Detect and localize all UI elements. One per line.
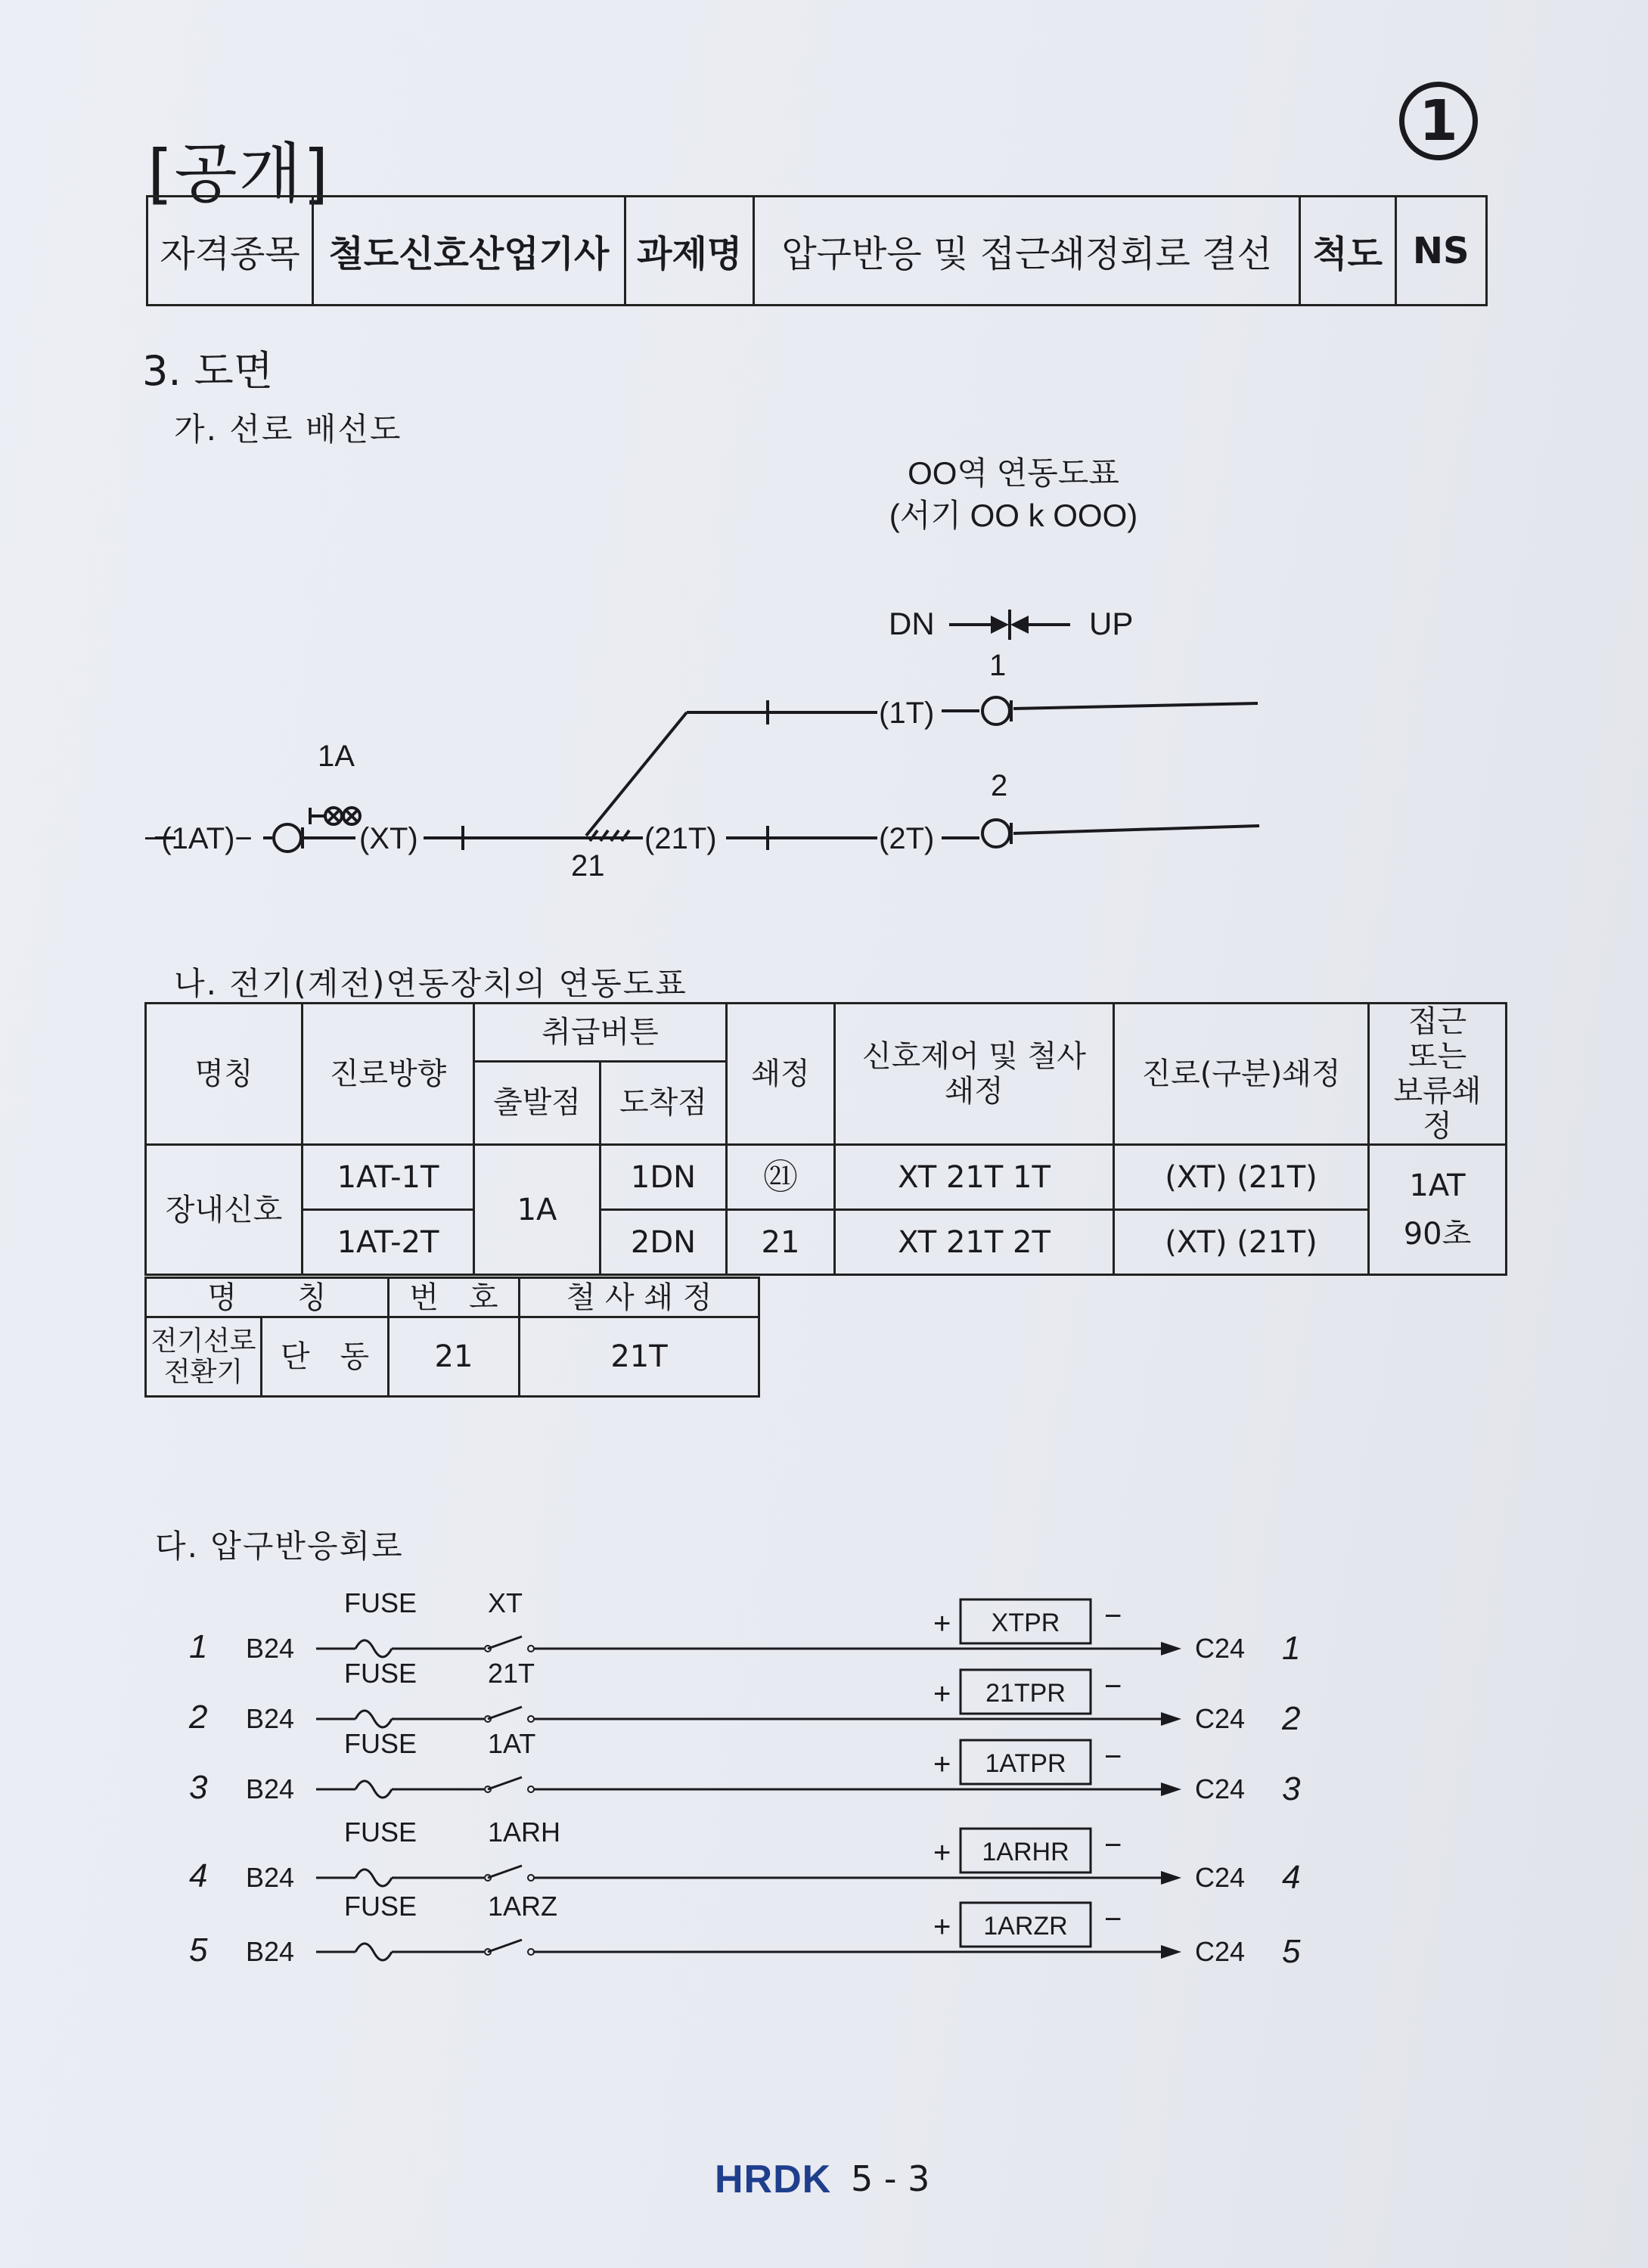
switch-label-21: 21 — [571, 849, 605, 883]
th-switch-lock: 철 사 쇄 정 — [520, 1278, 759, 1317]
cell-route-lock: (XT) (21T) — [1114, 1210, 1369, 1275]
source-b24: B24 — [246, 1773, 295, 1804]
fuse-label: FUSE — [344, 1587, 417, 1618]
row-number: 5 — [189, 1931, 208, 1969]
row-number-right: 1 — [1282, 1630, 1301, 1667]
table-row — [146, 1210, 1507, 1275]
contact-blade — [488, 1866, 522, 1878]
source-b24: B24 — [246, 1703, 295, 1734]
row-number: 2 — [189, 1699, 208, 1736]
th-start: 출발점 — [474, 1061, 601, 1144]
track-label-1at: −(1AT)− — [144, 822, 253, 855]
hrdk-logo: HRDK — [715, 2158, 832, 2201]
minus-mark: − — [1104, 1599, 1122, 1633]
switch-name-line1: 전기선로 — [151, 1325, 256, 1357]
cell-group-name: 장내신호 — [146, 1145, 303, 1275]
row-number-right: 2 — [1282, 1700, 1301, 1737]
switch-table — [144, 1277, 760, 1398]
th-route-lock: 진로(구분)쇄정 — [1114, 1004, 1369, 1145]
contact-label: 1AT — [488, 1728, 536, 1759]
cell-lock: 21 — [727, 1210, 835, 1275]
source-b24: B24 — [246, 1633, 295, 1664]
dest-c24: C24 — [1195, 1773, 1246, 1804]
contact-label: 1ARH — [488, 1817, 561, 1848]
row-number: 3 — [189, 1769, 208, 1806]
contact-label: XT — [488, 1587, 523, 1618]
page-number: 5 - 3 — [851, 2158, 930, 2199]
cell-signal-lock: XT 21T 1T — [835, 1145, 1114, 1210]
signal-label-2: 2 — [991, 769, 1008, 802]
approach-time: 90초 — [1403, 1216, 1472, 1252]
arrow-head — [1161, 1871, 1181, 1885]
disclosure-mark: [공개] — [147, 136, 331, 212]
page-circle-number: 1 — [1399, 82, 1478, 160]
th-button: 취급버튼 — [474, 1004, 727, 1062]
contact-label: 1ARZ — [488, 1891, 558, 1922]
minus-mark: − — [1104, 1903, 1122, 1936]
arrow-head — [1161, 1945, 1181, 1959]
fuse-symbol — [355, 1781, 392, 1798]
switch-name-line2: 전환기 — [163, 1357, 244, 1388]
direction-up: UP — [1089, 606, 1134, 641]
direction-dn: DN — [889, 606, 935, 641]
row-number: 4 — [189, 1857, 208, 1894]
relay-label: 21TPR — [985, 1679, 1066, 1708]
th-lock: 쇄정 — [727, 1004, 835, 1145]
relay-label: 1ATPR — [985, 1749, 1066, 1778]
plus-mark: + — [933, 1748, 951, 1781]
header-value-task: 압구반응 및 접근쇄정회로 결선 — [754, 197, 1300, 306]
minus-mark: − — [1104, 1829, 1122, 1862]
header-value-scale: NS — [1395, 197, 1487, 306]
th-approach-lock: 접근 또는 보류쇄정 — [1369, 1004, 1507, 1145]
fuse-label: FUSE — [344, 1817, 417, 1848]
cell-switch-kind: 단 동 — [262, 1317, 389, 1397]
cell-lock: ㉑ — [727, 1145, 835, 1210]
arrow-head — [1161, 1642, 1181, 1655]
cell-route: 1AT-1T — [303, 1145, 474, 1210]
dest-c24: C24 — [1195, 1862, 1246, 1893]
row-number: 1 — [189, 1628, 208, 1665]
cell-switch-name — [146, 1317, 262, 1397]
cell-route-lock: (XT) (21T) — [1114, 1145, 1369, 1210]
table-row — [146, 1145, 1507, 1210]
signal-label-1: 1 — [989, 649, 1007, 682]
contact-blade — [488, 1940, 522, 1952]
track-layout-diagram — [0, 439, 1648, 892]
row-number-right: 5 — [1282, 1933, 1301, 1970]
fuse-symbol — [355, 1711, 392, 1727]
circuit-subtitle: 다. 압구반응회로 — [155, 1528, 404, 1565]
th-name: 명칭 — [146, 1004, 303, 1145]
header-label-scale: 척도 — [1299, 197, 1395, 306]
th-end: 도착점 — [601, 1061, 727, 1144]
row-number-right: 4 — [1282, 1859, 1301, 1896]
fuse-symbol — [355, 1640, 392, 1657]
th-switch-number: 번 호 — [389, 1278, 520, 1317]
contact-blade — [488, 1777, 522, 1789]
minus-mark: − — [1104, 1670, 1122, 1703]
plus-mark: + — [933, 1910, 951, 1944]
cell-route: 1AT-2T — [303, 1210, 474, 1275]
relay-circuit-diagram — [0, 1573, 1648, 2027]
header-label-task: 과제명 — [625, 197, 753, 306]
plus-mark: + — [933, 1836, 951, 1869]
track-label-2t: (2T) — [879, 822, 935, 855]
interlock-table — [144, 1002, 1507, 1276]
fuse-label: FUSE — [344, 1728, 417, 1759]
header-table — [146, 195, 1488, 306]
contact-label: 21T — [488, 1658, 535, 1689]
contact-terminal — [528, 1949, 534, 1955]
line-diagram-subtitle: 가. 선로 배선도 — [174, 411, 402, 448]
fuse-symbol — [355, 1944, 392, 1960]
table-row — [146, 1317, 759, 1397]
cell-approach — [1369, 1145, 1507, 1275]
dest-c24: C24 — [1195, 1633, 1246, 1664]
section-title: 3. 도면 — [142, 347, 274, 395]
th-route: 진로방향 — [303, 1004, 474, 1145]
contact-terminal — [528, 1716, 534, 1722]
cell-signal-lock: XT 21T 2T — [835, 1210, 1114, 1275]
header-label-qualification: 자격종목 — [147, 197, 313, 306]
arrow-head — [1161, 1782, 1181, 1796]
cell-switch-number: 21 — [389, 1317, 520, 1397]
track-label-xt: (XT) — [359, 822, 418, 855]
interlock-table-subtitle: 나. 전기(계전)연동장치의 연동도표 — [174, 965, 687, 1002]
dest-c24: C24 — [1195, 1703, 1246, 1734]
track-label-21t: (21T) — [644, 822, 717, 855]
relay-label: 1ARHR — [982, 1838, 1069, 1866]
dest-c24: C24 — [1195, 1936, 1246, 1967]
plus-mark: + — [933, 1677, 951, 1711]
approach-track: 1AT — [1409, 1168, 1466, 1203]
fuse-label: FUSE — [344, 1658, 417, 1689]
cell-end: 2DN — [601, 1210, 727, 1275]
fuse-symbol — [355, 1869, 392, 1886]
arrow-head — [1161, 1712, 1181, 1726]
cell-start-button: 1A — [474, 1145, 601, 1275]
source-b24: B24 — [246, 1936, 295, 1967]
relay-label: 1ARZR — [983, 1912, 1068, 1941]
header-value-qualification: 철도신호산업기사 — [312, 197, 625, 306]
source-b24: B24 — [246, 1862, 295, 1893]
contact-terminal — [528, 1646, 534, 1652]
row-number-right: 3 — [1282, 1770, 1301, 1807]
contact-terminal — [528, 1786, 534, 1792]
minus-mark: − — [1104, 1740, 1122, 1773]
track-label-1t: (1T) — [879, 697, 935, 730]
cell-switch-lock: 21T — [520, 1317, 759, 1397]
plus-mark: + — [933, 1607, 951, 1640]
signal-label-1a: 1A — [318, 740, 355, 773]
contact-blade — [488, 1707, 522, 1719]
station-title: OO역 연동도표 — [908, 455, 1119, 491]
station-subtitle: (서기 OO k OOO) — [889, 498, 1138, 533]
fuse-label: FUSE — [344, 1891, 417, 1922]
contact-blade — [488, 1637, 522, 1649]
th-switch-name: 명 칭 — [146, 1278, 389, 1317]
th-signal-lock: 신호제어 및 철사쇄정 — [835, 1004, 1114, 1145]
cell-end: 1DN — [601, 1145, 727, 1210]
relay-label: XTPR — [991, 1609, 1060, 1637]
contact-terminal — [528, 1875, 534, 1881]
